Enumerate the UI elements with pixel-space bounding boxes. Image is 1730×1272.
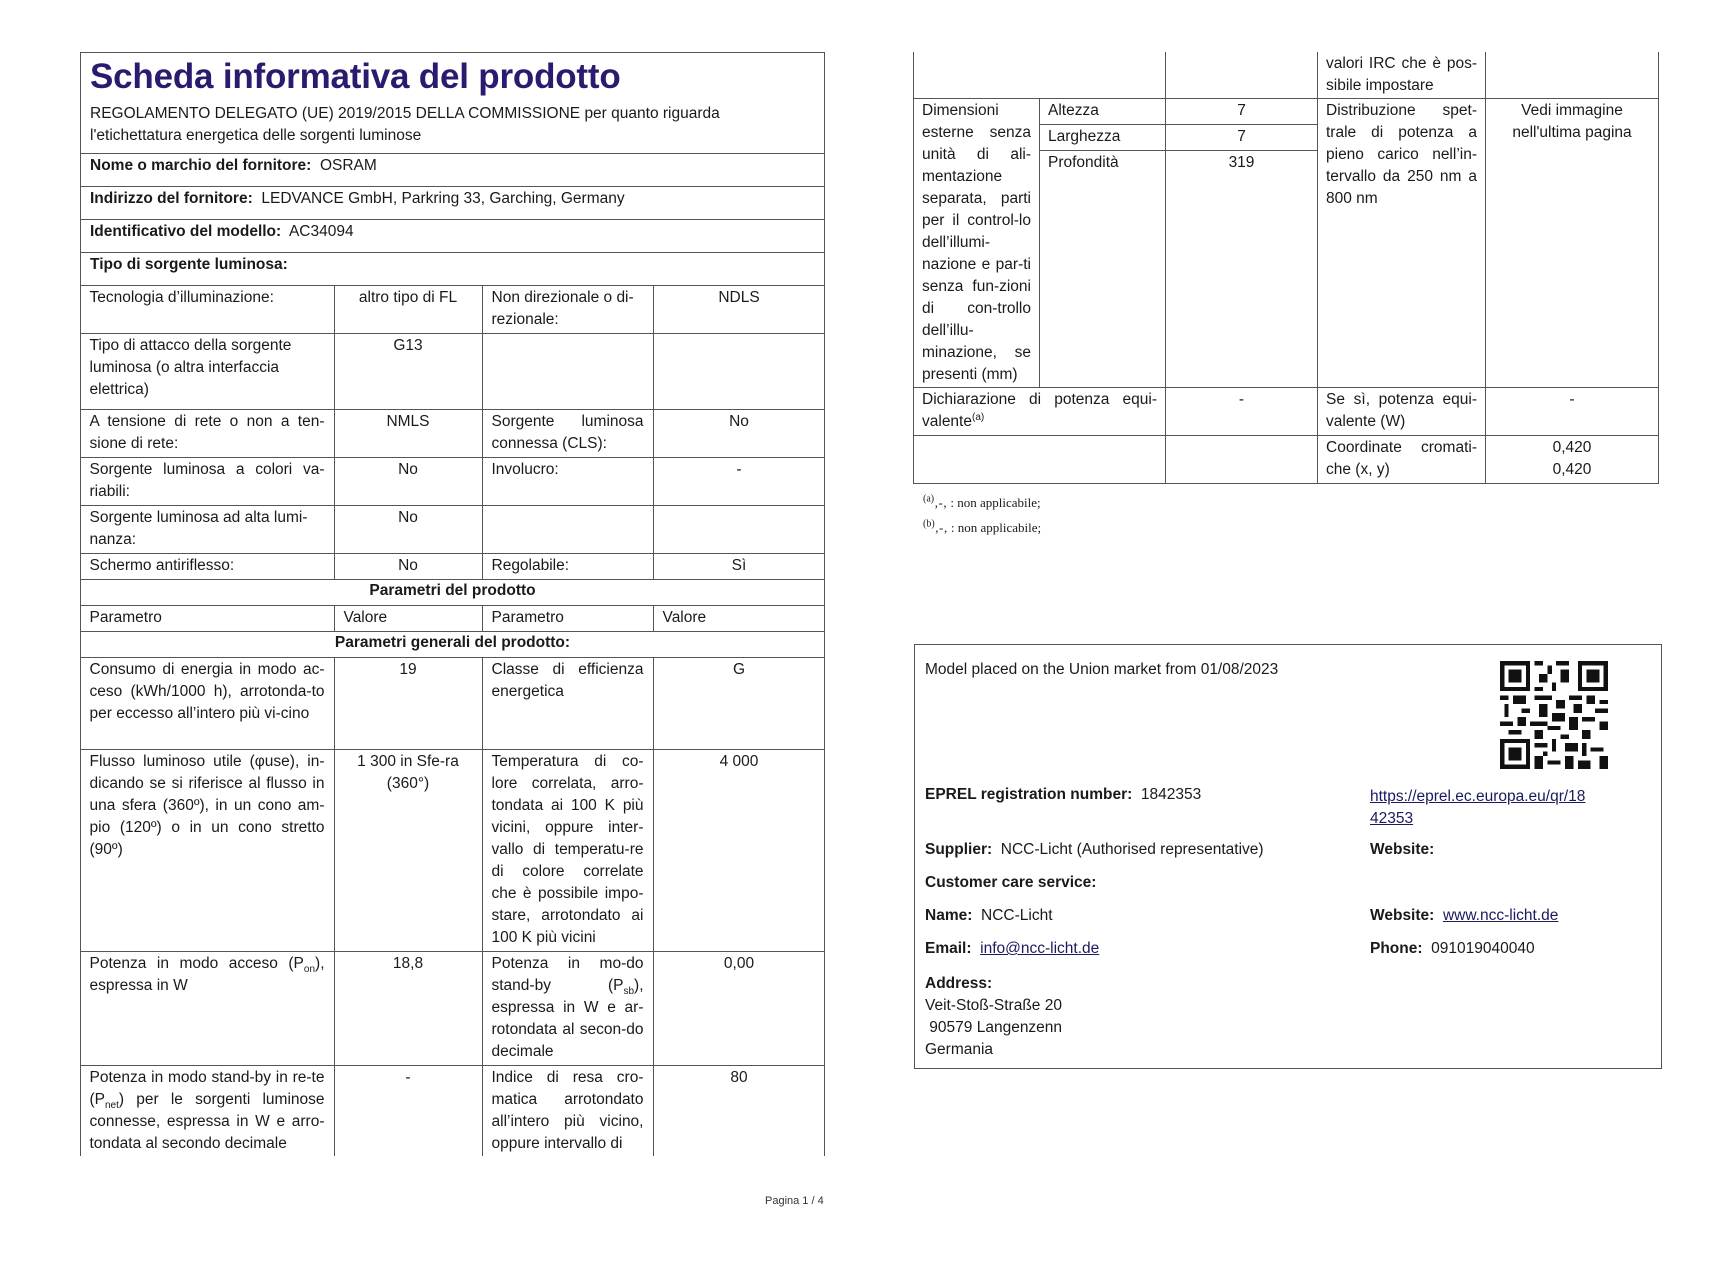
source-cell-label: Regolabile: [482,554,653,580]
care-name-label: Name: [925,907,973,924]
col-header-param: Parametro [482,606,653,632]
footnote-a [923,490,1659,515]
regulation-line-2: l'etichettatura energetica delle sorgenti luminose [90,127,422,144]
empty-cell [1166,52,1318,99]
table-row [914,52,1659,99]
empty-cell [1486,52,1659,99]
regulation-text [81,97,824,153]
param-cell-value: 80 [653,1066,825,1157]
table-row [80,952,825,1066]
qr-code-icon [1500,661,1608,769]
param-label-sub: net [105,1100,119,1112]
eprel-link-line-2[interactable]: 42353 [1370,810,1414,827]
source-cell-value: - [653,458,825,506]
param-cell-value: - [334,1066,482,1157]
equiv-power-sup: (a) [971,411,985,423]
chroma-x-value: 0,420 [1552,439,1592,456]
model-id-row [81,219,824,252]
params-section-title: Parametri del prodotto [80,580,825,606]
param-cell-label [80,952,334,1066]
source-cell-value: No [653,410,825,458]
footnote-marker: (a) [923,493,935,505]
supplier-address-label: Indirizzo del fornitore: [90,190,253,207]
supplier-name-row [81,153,824,186]
care-email-row [925,940,1099,958]
param-cell-value: 4 000 [653,750,825,952]
source-cell-label: Tipo di attacco della sorgente luminosa (o altra interfaccia elettrica) [80,334,334,410]
customer-care-row [925,874,1096,892]
param-label-sub: on [303,964,316,976]
param-label-part: ) per le sorgenti luminose connesse, espressa in W e arro-tondata al secondo decimale [89,1091,325,1152]
page-number: Pagina 1 / 4 [765,1195,824,1207]
product-info-sheet-right [913,52,1659,540]
source-cell-label: Sorgente luminosa ad alta lumi-nanza: [80,506,334,554]
irc-continuation: valori IRC che è pos-sibile impostare [1318,52,1486,99]
height-label: Altezza [1040,99,1166,125]
param-label-part: Potenza in mo-do stand-by (P [491,955,644,994]
spd-label: Distribuzione spet-trale di potenza a pieno carico nell’in-tervallo da 250 nm a 800 nm [1318,99,1486,388]
param-label-part: ), espressa in W [89,955,325,994]
empty-cell [914,436,1166,484]
table-row [914,99,1659,125]
param-cell-value: 18,8 [334,952,482,1066]
care-address-label: Address: [925,975,993,992]
source-cell-value: NDLS [653,286,825,334]
care-email-label: Email: [925,940,972,957]
col-header-value: Valore [334,606,482,632]
table-row [80,580,825,606]
model-id-label: Identificativo del modello: [90,223,282,240]
eprel-link-line-1[interactable]: https://eprel.ec.europa.eu/qr/18 [1370,788,1586,805]
eprel-reg-value: 1842353 [1140,786,1202,803]
product-info-sheet-left [80,52,825,1156]
table-row [80,632,825,658]
care-phone-row [1370,940,1535,958]
care-website-link[interactable]: www.ncc-licht.de [1442,907,1559,924]
eprel-reg-label: EPREL registration number: [925,786,1133,803]
source-cell-label: Sorgente luminosa connessa (CLS): [482,410,653,458]
param-label-part: ), espressa in W e ar-rotondata al secon-do decimale [491,977,644,1060]
param-label-sub: sb [623,986,635,998]
care-address-line-2: 90579 Langenzenn [925,1019,1063,1036]
source-cell-label [482,506,653,554]
table-row [80,334,825,410]
table-row [80,750,825,952]
param-cell-label: Temperatura di co-lore correlata, arro-tondata ai 100 K più vicini, oppure inter-vallo di temperatu-re di colore correlate che è possibile impo-stare, arrotondato ai 100 K più vicini [482,750,653,952]
table-row [80,410,825,458]
table-row [80,286,825,334]
supplier-address-value: LEDVANCE GmbH, Parkring 33, Garching, Germany [261,190,625,207]
source-cell-label: Involucro: [482,458,653,506]
supplier-label: Supplier: [925,841,993,858]
page-title: Scheda informativa del prodotto [90,57,621,96]
col-header-value: Valore [653,606,825,632]
empty-cell [1166,436,1318,484]
table-row [914,436,1659,484]
care-address-block [925,973,1062,1061]
care-website-label: Website: [1370,907,1435,924]
source-cell-label: Sorgente luminosa a colori va-riabili: [80,458,334,506]
supplier-address-row [81,186,824,219]
table-row [80,506,825,554]
param-cell-label [482,952,653,1066]
chroma-values [1486,436,1659,484]
source-cell-label: Non direzionale o di-rezionale: [482,286,653,334]
param-label-part: Potenza in modo stand-by in re-te (P [89,1069,325,1108]
table-row [80,458,825,506]
params-general-title: Parametri generali del prodotto: [80,632,825,658]
supplier-name-value: OSRAM [319,157,377,174]
source-cell-label: A tensione di rete o non a ten-sione di rete: [80,410,334,458]
care-address-line-1: Veit-Stoß-Straße 20 [925,997,1062,1014]
care-name-row [925,907,1053,925]
footnotes [913,490,1659,540]
param-cell-value: 1 300 in Sfe-ra (360°) [334,750,482,952]
source-cell-value: Sì [653,554,825,580]
source-cell-value: No [334,458,482,506]
chroma-label: Coordinate cromati-che (x, y) [1318,436,1486,484]
table-row [914,388,1659,436]
model-id-value: AC34094 [288,223,354,240]
table-row [80,606,825,632]
param-cell-label: Indice di resa cro-matica arrotondato all’intero più vicino, oppure intervallo di [482,1066,653,1157]
website-label: Website: [1370,841,1435,858]
dimensions-label: Dimensioni esterne senza unità di ali-mentazione separata, parti per il control-lo dell’illumi-nazione e par-ti senza fun-zioni di con-trollo dell’illu-minazione, se presenti (mm) [914,99,1040,388]
param-cell-value: 19 [334,658,482,750]
width-value: 7 [1166,125,1318,151]
empty-cell [914,52,1166,99]
supplier-name-label: Nome o marchio del fornitore: [90,157,312,174]
equiv-w-label: Se sì, potenza equi-valente (W) [1318,388,1486,436]
dimensions-table [913,52,1659,484]
supplier-value: NCC-Licht (Authorised representative) [1000,841,1264,858]
source-cell-label: Tecnologia d’illuminazione: [80,286,334,334]
depth-value: 319 [1166,151,1318,388]
source-type-row [81,252,824,285]
source-cell-label: Schermo antiriflesso: [80,554,334,580]
param-cell-label [80,1066,334,1157]
param-cell-value: 0,00 [653,952,825,1066]
source-cell-value: No [334,506,482,554]
source-cell-value [653,334,825,410]
care-phone-value: 091019040040 [1431,940,1535,957]
eprel-link[interactable] [1370,786,1585,830]
footnote-marker: (b) [923,518,935,530]
equiv-power-label [914,388,1166,436]
customer-care-label: Customer care service: [925,874,1097,891]
param-cell-label: Classe di efficienza energetica [482,658,653,750]
table-row [80,1066,825,1157]
equiv-power-text: Dichiarazione di potenza equi-valente [922,391,1157,430]
footnote-b [923,515,1659,540]
source-table [80,285,825,1156]
equiv-w-value: - [1486,388,1659,436]
height-value: 7 [1166,99,1318,125]
source-cell-value: NMLS [334,410,482,458]
eprel-reg-row [925,786,1201,804]
width-label: Larghezza [1040,125,1166,151]
website-row [1370,841,1434,859]
footnote-text: ‚-‚ : non applicabile; [934,495,1041,510]
footnote-text: ‚-‚ : non applicabile; [934,520,1042,535]
source-cell-value: altro tipo di FL [334,286,482,334]
market-placement-text: Model placed on the Union market from 01/08/2023 [925,661,1279,678]
care-phone-label: Phone: [1370,940,1423,957]
care-name-value: NCC-Licht [981,907,1053,924]
care-website-row [1370,907,1558,925]
table-row [80,658,825,750]
source-cell-value [653,506,825,554]
param-cell-label: Flusso luminoso utile (φuse), in-dicando se si riferisce al flusso in una sfera (360º), in un cono am-pio (120º) o in un cono stretto (90º) [80,750,334,952]
source-cell-label [482,334,653,410]
eprel-box [914,644,1662,1069]
param-label-part: Potenza in modo acceso (P [89,955,304,972]
care-address-line-3: Germania [925,1041,994,1058]
param-cell-value: G [653,658,825,750]
source-cell-value: No [334,554,482,580]
source-type-label: Tipo di sorgente luminosa: [90,256,288,273]
source-cell-value: G13 [334,334,482,410]
param-cell-label: Consumo di energia in modo ac-ceso (kWh/1000 h), arrotonda-to per eccesso all’intero più vi-cino [80,658,334,750]
table-row [80,554,825,580]
depth-label: Profondità [1040,151,1166,388]
regulation-line-1: REGOLAMENTO DELEGATO (UE) 2019/2015 DELLA COMMISSIONE per quanto riguarda [90,105,720,122]
spd-value: Vedi immagine nell'ultima pagina [1486,99,1659,388]
care-email-link[interactable]: info@ncc-licht.de [980,940,1100,957]
chroma-y-value: 0,420 [1552,461,1592,478]
col-header-param: Parametro [80,606,334,632]
supplier-row [925,841,1264,859]
equiv-power-value: - [1166,388,1318,436]
